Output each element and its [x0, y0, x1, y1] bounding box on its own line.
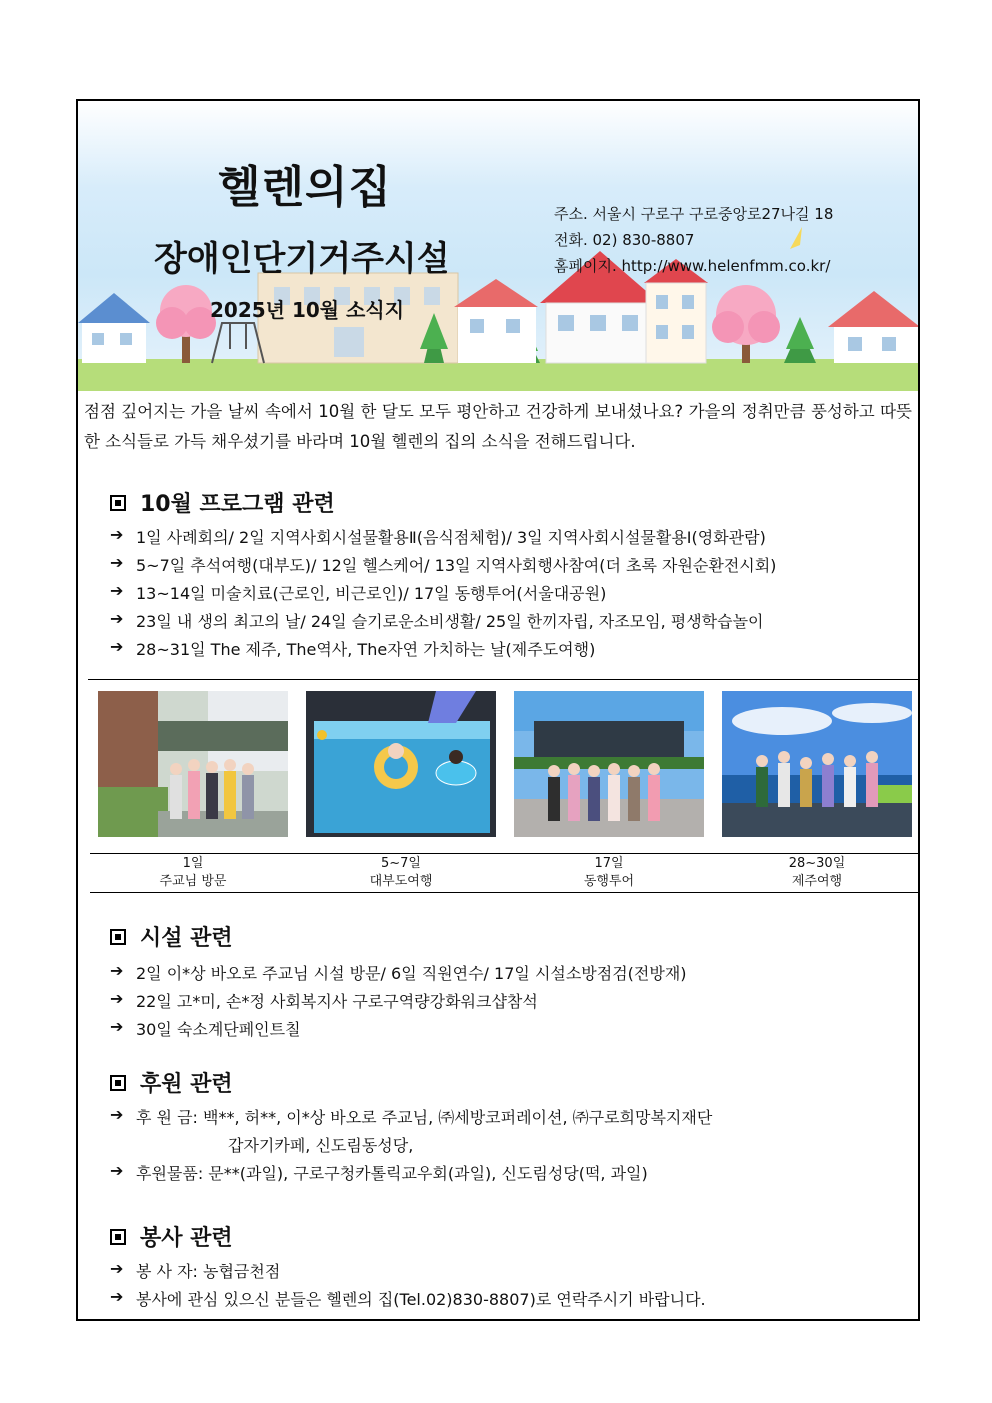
newsletter-frame: [76, 99, 920, 1321]
header-banner: [78, 101, 918, 391]
arrow-icon: ➔: [110, 1017, 124, 1036]
photo-bishop-visit: [98, 691, 288, 837]
photo-captions: [90, 853, 918, 893]
list-item: ➔ 후원물품: 문**(과일), 구로구청카톨릭교우회(과일), 신도림성당(떡, 과일): [110, 1161, 648, 1183]
facility-list: [110, 961, 687, 1045]
photo-strip: [98, 691, 912, 837]
divider: [88, 679, 918, 680]
arrow-icon: ➔: [110, 989, 124, 1008]
photo-companion-tour: [514, 691, 704, 837]
arrow-icon: ➔: [110, 1287, 124, 1306]
list-item: ➔ 5~7일 추석여행(대부도)/ 12일 헬스케어/ 13일 지역사회행사참여(더 초록 자원순환전시회): [110, 553, 777, 575]
square-bullet-icon: [110, 495, 126, 511]
arrow-icon: ➔: [110, 637, 124, 656]
photo-jeju-trip: [722, 691, 912, 837]
issue-month: 2025년 10월 소식지: [210, 298, 405, 322]
list-item: ➔ 13~14일 미술치료(근로인, 비근로인)/ 17일 동행투어(서울대공원): [110, 581, 607, 603]
phone-text: 전화. 02) 830-8807: [554, 231, 695, 249]
list-item: ➔ 1일 사례회의/ 2일 지역사회시설물활용Ⅱ(음식점체험)/ 3일 지역사회시설물활용Ⅰ(영화관람): [110, 525, 766, 547]
arrow-icon: ➔: [110, 1259, 124, 1278]
list-item: ➔ 후 원 금: 백**, 허**, 이*상 바오로 주교님, ㈜세방코퍼레이션, ㈜구로희망복지재단: [110, 1105, 713, 1127]
section-support-heading: [110, 1067, 233, 1098]
square-bullet-icon: [110, 1075, 126, 1091]
section-title: 시설 관련: [140, 926, 233, 951]
section-volunteer-heading: [110, 1221, 233, 1252]
volunteer-list: [110, 1259, 706, 1315]
square-bullet-icon: [110, 1229, 126, 1245]
photo-caption: 5~7일 대부도여행: [369, 856, 433, 889]
section-program-heading: [110, 487, 335, 518]
arrow-icon: ➔: [110, 609, 124, 628]
section-facility-heading: [110, 921, 233, 952]
arrow-icon: ➔: [110, 525, 124, 544]
arrow-icon: ➔: [110, 961, 124, 980]
list-item: ➔ 봉 사 자: 농협금천점: [110, 1259, 281, 1281]
page-subtitle: 장애인단기거주시설: [154, 239, 450, 279]
list-item: ➔ 2일 이*상 바오로 주교님 시설 방문/ 6일 직원연수/ 17일 시설소방점검(전방재): [110, 961, 687, 983]
program-list: [110, 525, 776, 665]
section-title: 10월 프로그램 관련: [140, 492, 335, 517]
page-title: 헬렌의집: [218, 162, 393, 213]
intro-paragraph: 점점 깊어지는 가을 날씨 속에서 10월 한 달도 모두 평안하고 건강하게 보내셨나요? 가을의 정취만큼 풍성하고 따뜻한 소식들로 가득 채우셨기를 바라며 10월 헬렌의 집의 소식을 전해드립니다.: [84, 402, 912, 451]
address-text: 주소. 서울시 구로구 구로중앙로27나길 18: [554, 205, 834, 223]
photo-caption: 28~30일 제주여행: [788, 856, 846, 889]
photo-caption: 1일 주교님 방문: [159, 856, 227, 889]
list-item: ➔ 22일 고*미, 손*정 사회복지사 구로구역량강화워크샵참석: [110, 989, 538, 1011]
homepage-link[interactable]: 홈페이지. http://www.helenfmm.co.kr/: [554, 257, 831, 275]
photo-caption: 17일 동행투어: [583, 856, 635, 889]
list-item: ➔ 30일 숙소계단페인트칠: [110, 1017, 301, 1039]
arrow-icon: ➔: [110, 553, 124, 572]
list-item: ➔ 28~31일 The 제주, The역사, The자연 가치하는 날(제주도여행): [110, 637, 596, 659]
arrow-icon: ➔: [110, 581, 124, 600]
list-item: ➔ 23일 내 생의 최고의 날/ 24일 슬기로운소비생활/ 25일 한끼자립, 자조모임, 평생학습놀이: [110, 609, 764, 631]
list-item: ➔ 봉사에 관심 있으신 분들은 헬렌의 집(Tel.02)830-8807)로 연락주시기 바랍니다.: [110, 1287, 706, 1309]
photo-daebudo-trip: [306, 691, 496, 837]
list-item-continuation: 갑자기카페, 신도림동성당,: [228, 1136, 414, 1155]
support-list: [110, 1105, 712, 1189]
arrow-icon: ➔: [110, 1161, 124, 1180]
section-title: 봉사 관련: [140, 1226, 233, 1251]
section-title: 후원 관련: [140, 1072, 233, 1097]
contact-info: [554, 201, 833, 279]
arrow-icon: ➔: [110, 1105, 124, 1124]
square-bullet-icon: [110, 929, 126, 945]
